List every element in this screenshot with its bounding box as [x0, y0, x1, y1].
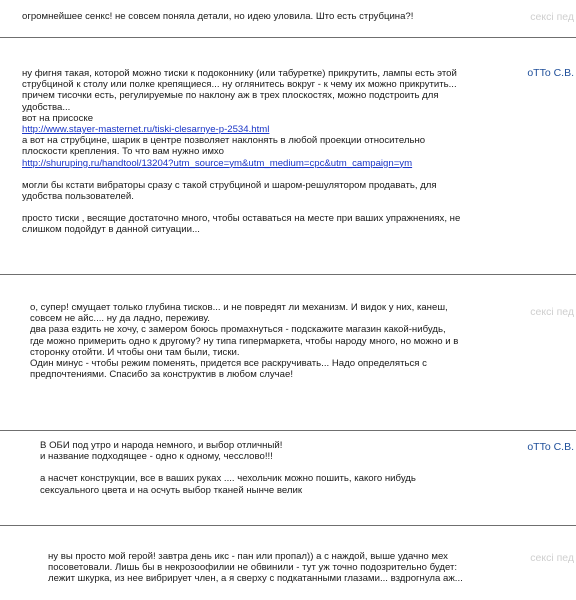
comment-line: совсем не айс.... ну да ладно, переживу.	[30, 313, 210, 325]
comment-line: удобства пользователей.	[22, 191, 134, 203]
comment-post	[0, 526, 576, 600]
author-name[interactable]: сексі пед	[530, 306, 574, 318]
comment-line: вот на присоске	[22, 112, 94, 124]
comment-line: где можно примерить одно к другому? ну типа гипермаркета, чтобы народу много, но можно и в	[30, 335, 459, 347]
author-name[interactable]: oTTo C.B.	[527, 67, 574, 79]
paragraph-gap	[22, 202, 517, 213]
paragraph-gap	[22, 169, 517, 180]
comment-post	[0, 275, 576, 430]
comment-body	[40, 440, 535, 496]
author-name[interactable]: сексі пед	[530, 552, 574, 564]
comment-line: сексуального цвета и на осчуть выбор тканей нынче велик	[40, 484, 303, 496]
comment-body	[22, 68, 517, 236]
comment-body	[30, 302, 525, 380]
comment-line: удобства...	[22, 101, 71, 113]
comment-line: струбциной к столу или полке крепящиеся... ну оглянитесь вокруг - к чему их можно прикрутить...	[22, 79, 457, 91]
comment-post	[0, 0, 576, 38]
comment-post	[0, 38, 576, 274]
comment-line: плоскости крепления. То что вам нужно имхо	[22, 146, 224, 158]
product-link[interactable]: http://www.stayer-masternet.ru/tiski-clesarnye-p-2534.html	[22, 124, 270, 136]
comment-line: два раза ездить не хочу, с замером боюсь промахнуться - подскажите магазин какой-нибудь,	[30, 324, 446, 336]
comment-line: а вот на струбцине, шарик в центре позволяет наклонять в любой проекции относительно	[22, 135, 426, 147]
comment-line: ну фигня такая, которой можно тиски к подоконнику (или табуретке) прикрутить, лампы есть этой	[22, 68, 457, 79]
author-name[interactable]: oTTo C.B.	[527, 441, 574, 453]
comment-line: и название подходящее - одно к одному, чесслово!!!	[40, 451, 273, 463]
comment-line: а насчет конструкции, все в ваших руках .... чехольчик можно пошить, какого нибудь	[40, 473, 416, 485]
product-link[interactable]: http://shuruping.ru/handtool/13204?utm_source=ym&utm_medium=cpc&utm_campaign=ym	[22, 157, 413, 169]
paragraph-gap	[40, 462, 535, 473]
comment-line: просто тиски , весящие достаточно много, чтобы оставаться на месте при ваших упражнениях, не	[22, 213, 461, 225]
comment-body	[22, 11, 517, 22]
comment-line: посоветовали. Лишь бы в некрозоофилии не обвинили - тут уж точно подозрительно будет:	[48, 562, 458, 574]
author-name[interactable]: сексі пед	[530, 11, 574, 23]
comment-line: о, супер! смущает только глубина тисков... и не повредят ли механизм. И видок у них, канеш,	[30, 302, 448, 313]
comment-line: огромнейшее сенкс! не совсем поняла детали, но идею уловила. Што есть струбцина?!	[22, 11, 414, 22]
comment-line: ну вы просто мой герой! завтра день икс - пан или пропал)) а с наждой, выше удачно мех	[48, 551, 448, 562]
comment-line: слишком подойдут в данной ситуации...	[22, 224, 200, 236]
comment-body	[48, 551, 543, 585]
comment-post	[0, 431, 576, 525]
comment-line: причем тисочки есть, регулируемые по наклону аж в трех плоскостях, можно подстроить для	[22, 90, 439, 102]
comment-line: предпочтениями. Спасибо за конструктив в любом случае!	[30, 369, 293, 381]
comment-line: Один минус - чтобы режим поменять, придется все раскручивать... Надо определяться с	[30, 358, 427, 370]
comment-line: могли бы кстати вибраторы сразу с такой струбциной и шаром-решулятором продавать, для	[22, 179, 437, 191]
comment-line: сторонку отойти. И чтобы они там были, тиски.	[30, 346, 240, 358]
comment-line: В ОБИ под утро и народа немного, и выбор отличный!	[40, 440, 283, 451]
comment-line: лежит шкурка, из нее вибрирует член, а я сверху с подкатанными глазами... вздрогнула аж...	[48, 573, 463, 585]
